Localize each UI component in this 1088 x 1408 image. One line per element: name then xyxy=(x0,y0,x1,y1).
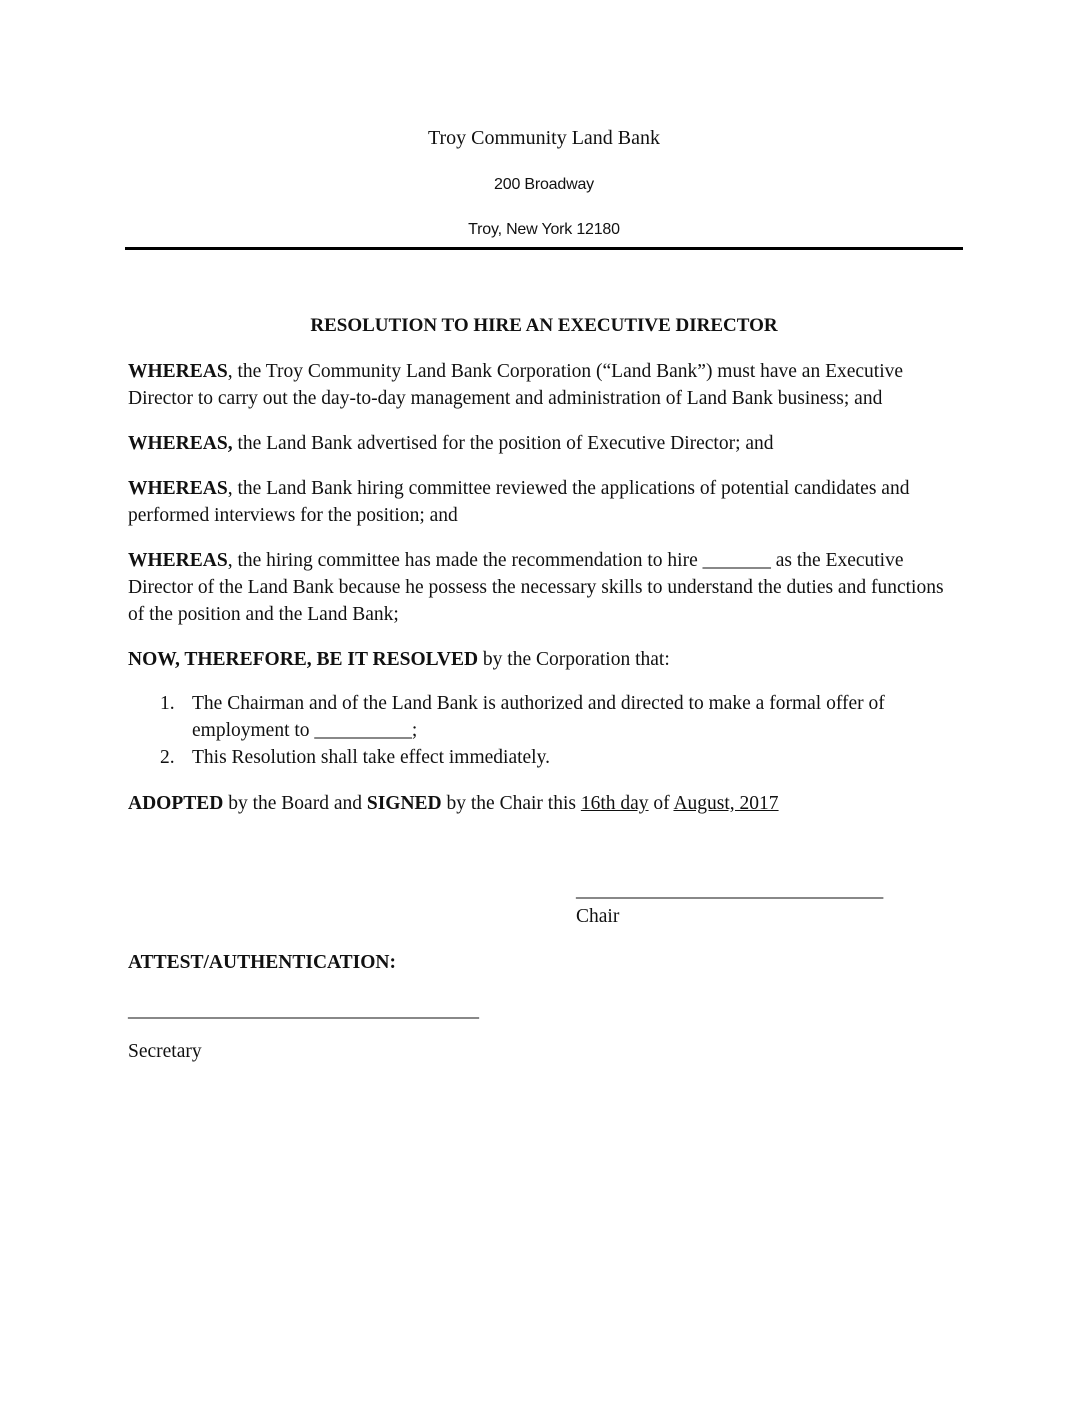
whereas-lead: WHEREAS xyxy=(128,550,228,571)
resolution-number: 1. xyxy=(160,693,175,714)
address-street: 200 Broadway xyxy=(494,176,594,193)
resolution-item xyxy=(128,744,958,771)
adoption-text: by the Chair this xyxy=(441,793,581,814)
whereas-lead: WHEREAS xyxy=(128,478,228,499)
adoption-day: 16th day xyxy=(580,793,649,814)
whereas-clause xyxy=(128,475,958,529)
whereas-text: the Land Bank advertised for the position of Executive Director; and xyxy=(232,433,774,454)
resolved-lead: NOW, THEREFORE, BE IT RESOLVED xyxy=(128,649,479,670)
resolution-text: The Chairman and of the Land Bank is authorized and directed to make a formal offer of employment to __________; xyxy=(192,693,885,741)
adoption-date: August, 2017 xyxy=(673,793,779,814)
resolved-text: by the Corporation that: xyxy=(478,649,670,670)
whereas-clause xyxy=(128,547,958,628)
whereas-clause xyxy=(128,430,958,457)
whereas-lead: WHEREAS xyxy=(128,361,228,382)
resolution-text: This Resolution shall take effect immediately. xyxy=(192,747,550,768)
adoption-statement xyxy=(128,790,958,817)
signed-label: SIGNED xyxy=(366,793,442,814)
whereas-text: , the Land Bank hiring committee reviewed the applications of potential candidates and performed interviews for the position; and xyxy=(128,478,910,526)
chair-signature-line: ___________________________________ xyxy=(576,880,883,901)
secretary-label: Secretary xyxy=(128,1041,202,1062)
resolved-clause xyxy=(128,646,958,673)
adoption-text: by the Board and xyxy=(223,793,367,814)
secretary-signature-line: ________________________________________ xyxy=(128,1000,478,1021)
adoption-text: of xyxy=(648,793,674,814)
document-title: RESOLUTION TO HIRE AN EXECUTIVE DIRECTOR xyxy=(310,315,778,336)
whereas-clause xyxy=(128,358,958,412)
chair-label: Chair xyxy=(576,906,620,927)
resolution-list xyxy=(128,690,958,771)
resolution-number: 2. xyxy=(160,747,175,768)
whereas-text: , the Troy Community Land Bank Corporation (“Land Bank”) must have an Executive Director to carry out the day-to-day management and administration of Land Bank business; and xyxy=(128,361,904,409)
resolution-item xyxy=(128,690,958,744)
whereas-lead: WHEREAS, xyxy=(128,433,233,454)
header-divider xyxy=(125,247,963,250)
organization-name: Troy Community Land Bank xyxy=(427,127,661,149)
adopted-label: ADOPTED xyxy=(128,793,224,814)
address-city: Troy, New York 12180 xyxy=(468,221,620,238)
whereas-text: , the hiring committee has made the recommendation to hire _______ as the Executive Director of the Land Bank because he possess the necessary skills to understand the duties and functions of the position and the Land Bank; xyxy=(128,550,944,625)
attest-heading: ATTEST/AUTHENTICATION: xyxy=(128,952,397,973)
